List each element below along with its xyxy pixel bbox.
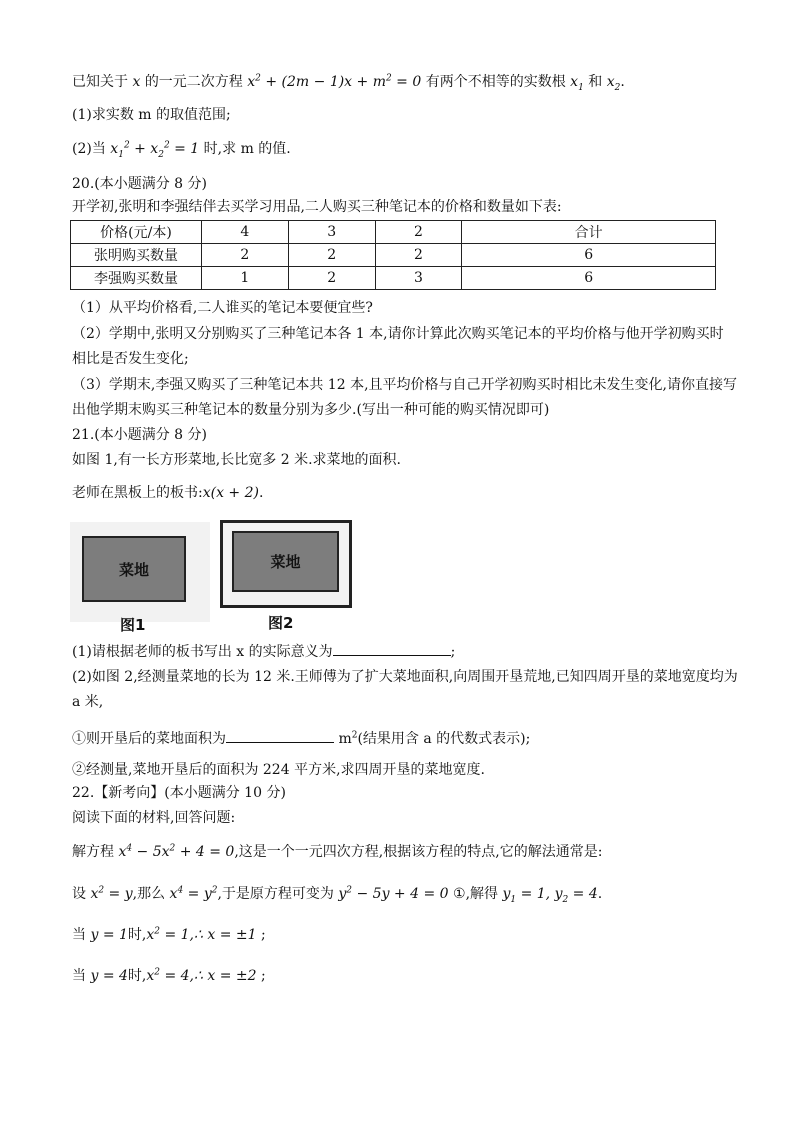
q19-text: (2)当: [72, 141, 106, 157]
table-cell: 3: [375, 267, 462, 290]
substitution: $x^2 = y$: [90, 885, 133, 902]
q22-text: .: [597, 886, 603, 902]
q21-text: .: [258, 485, 264, 501]
q21-part2-c1: ①则开垦后的菜地面积为 $m^2$(结果用含 a 的代数式表示);: [72, 727, 530, 749]
q22-text: ,那么: [132, 886, 166, 902]
quadratic-in-y: $y^2 - 5y + 4 = 0$: [338, 885, 449, 902]
table-row: [71, 244, 716, 267]
table-cell: 1: [202, 267, 289, 290]
answer-blank-1[interactable]: [333, 640, 451, 656]
q22-title: 22.【新考向】(本小题满分 10 分): [72, 785, 286, 801]
quartic-equation: $x^4 - 5x^2 + 4 = 0$: [118, 843, 235, 860]
table-cell: 李强购买数量: [71, 267, 202, 290]
price-table: [70, 220, 716, 290]
table-header-cell: 4: [202, 221, 289, 244]
answer-blank-2[interactable]: [226, 727, 334, 743]
q20-sub2-line1: （2）学期中,张明又分别购买了三种笔记本各 1 本,请你计算此次购买笔记本的平均价格与他开学初购买时: [72, 326, 724, 342]
q19-text: 的一元二次方程: [144, 74, 243, 90]
unit-m: m: [338, 731, 352, 747]
case-y1-result: $x^2$ = 1,∴ x = ±1: [146, 926, 257, 943]
q22-read: 阅读下面的材料,回答问题:: [72, 810, 236, 826]
q21-intro: 如图 1,有一长方形菜地,长比宽多 2 米.求菜地的面积.: [72, 452, 401, 468]
q22-line1: [72, 842, 602, 862]
figure-2-garden: 菜地: [232, 531, 339, 592]
q22-text: 当: [72, 927, 86, 943]
table-header-cell: 2: [375, 221, 462, 244]
table-header-cell: 3: [288, 221, 375, 244]
var-x: x: [132, 74, 145, 90]
table-cell: 2: [288, 267, 375, 290]
q21-board: [72, 483, 263, 503]
q22-text: ,于是原方程可变为: [217, 886, 334, 902]
q21-text: ①则开垦后的菜地面积为: [72, 731, 226, 747]
figure-1-garden: 菜地: [82, 536, 186, 602]
case-y1: y = 1: [90, 927, 128, 943]
q19-stem: [72, 72, 625, 92]
table-cell: 2: [288, 244, 375, 267]
q22-text: 解方程: [72, 844, 114, 860]
q21-part2-c2: ②经测量,菜地开垦后的面积为 224 平方米,求四周开垦的菜地宽度.: [72, 762, 485, 778]
case-y4: y = 4: [90, 968, 128, 984]
table-row: [71, 267, 716, 290]
q20-sub3-line1: （3）学期末,李强又购买了三种笔记本共 12 本,且平均价格与自己开学初购买时相比未发生变化,请你直接写: [72, 377, 737, 393]
q22-text: 设: [72, 886, 86, 902]
root-x1: $x_1$: [570, 74, 584, 93]
q20-sub1: （1）从平均价格看,二人谁买的笔记本要便宜些?: [72, 300, 373, 316]
figure-1-caption: 图1: [120, 616, 146, 634]
q19-part1: (1)求实数 m 的取值范围;: [72, 107, 231, 123]
q20-title: 20.(本小题满分 8 分): [72, 176, 207, 192]
q19-text: 有两个不相等的实数根: [425, 74, 566, 90]
case-y4-result: $x^2$ = 4,∴ x = ±2: [146, 967, 257, 984]
root-x2: $x_2$: [606, 74, 621, 93]
condition-expr: $x_1^2 + x_2^2 = 1$: [110, 140, 200, 160]
q22-text: 当: [72, 968, 86, 984]
q22-line4: [72, 966, 266, 986]
q21-text: 老师在黑板上的板书:: [72, 485, 203, 501]
q21-part2-line2: a 米,: [72, 694, 104, 710]
q19-text: 时,求 m 的值.: [203, 141, 291, 157]
q20-sub3-line2: 出他学期末购买三种笔记本的数量分别为多少.(写出一种可能的购买情况即可): [72, 402, 550, 418]
table-cell: 2: [375, 244, 462, 267]
table-cell: 2: [202, 244, 289, 267]
q19-part2: [72, 139, 291, 159]
q22-text: ①,解得: [453, 886, 499, 902]
table-header-row: [71, 221, 716, 244]
q20-intro: 开学初,张明和李强结伴去买学习用品,二人购买三种笔记本的价格和数量如下表:: [72, 199, 562, 215]
equation: $x^2 + (2m - 1)x + m^2 = 0$: [247, 73, 422, 90]
q19-text: 已知关于: [72, 74, 128, 90]
roots-y: $y_1 = 1$, $y_2 = 4$: [502, 886, 598, 905]
q22-text: ,这是一个一元四次方程,根据该方程的特点,它的解法通常是:: [234, 844, 603, 860]
q22-line3: [72, 925, 266, 945]
q22-text: 时,: [127, 968, 147, 984]
q22-text: 时,: [127, 927, 147, 943]
q21-part2-line1: (2)如图 2,经测量菜地的长为 12 米.王师傅为了扩大菜地面积,向周围开垦荒地,已知四周开垦的菜地宽度均为: [72, 669, 738, 685]
q21-text: (结果用含 a 的代数式表示);: [357, 731, 531, 747]
q22-text: ;: [260, 968, 266, 984]
figure-2-caption: 图2: [268, 614, 294, 632]
table-cell: 张明购买数量: [71, 244, 202, 267]
table-cell: 6: [462, 267, 716, 290]
table-cell: 6: [462, 244, 716, 267]
board-expression: x(x + 2): [202, 485, 259, 501]
q19-text: 和: [588, 74, 603, 90]
table-header-cell: 价格(元/本): [71, 221, 202, 244]
q19-text: .: [620, 74, 625, 90]
q20-sub2-line2: 相比是否发生变化;: [72, 351, 189, 367]
q22-text: ;: [260, 927, 266, 943]
table-header-cell: 合计: [462, 221, 716, 244]
q21-title: 21.(本小题满分 8 分): [72, 427, 207, 443]
substitution-square: $x^4 = y^2$: [169, 885, 218, 902]
q21-text: (1)请根据老师的板书写出 x 的实际意义为: [72, 644, 333, 660]
q21-part1: [72, 640, 455, 662]
q22-line2: [72, 884, 602, 904]
q21-text: ;: [450, 644, 456, 660]
